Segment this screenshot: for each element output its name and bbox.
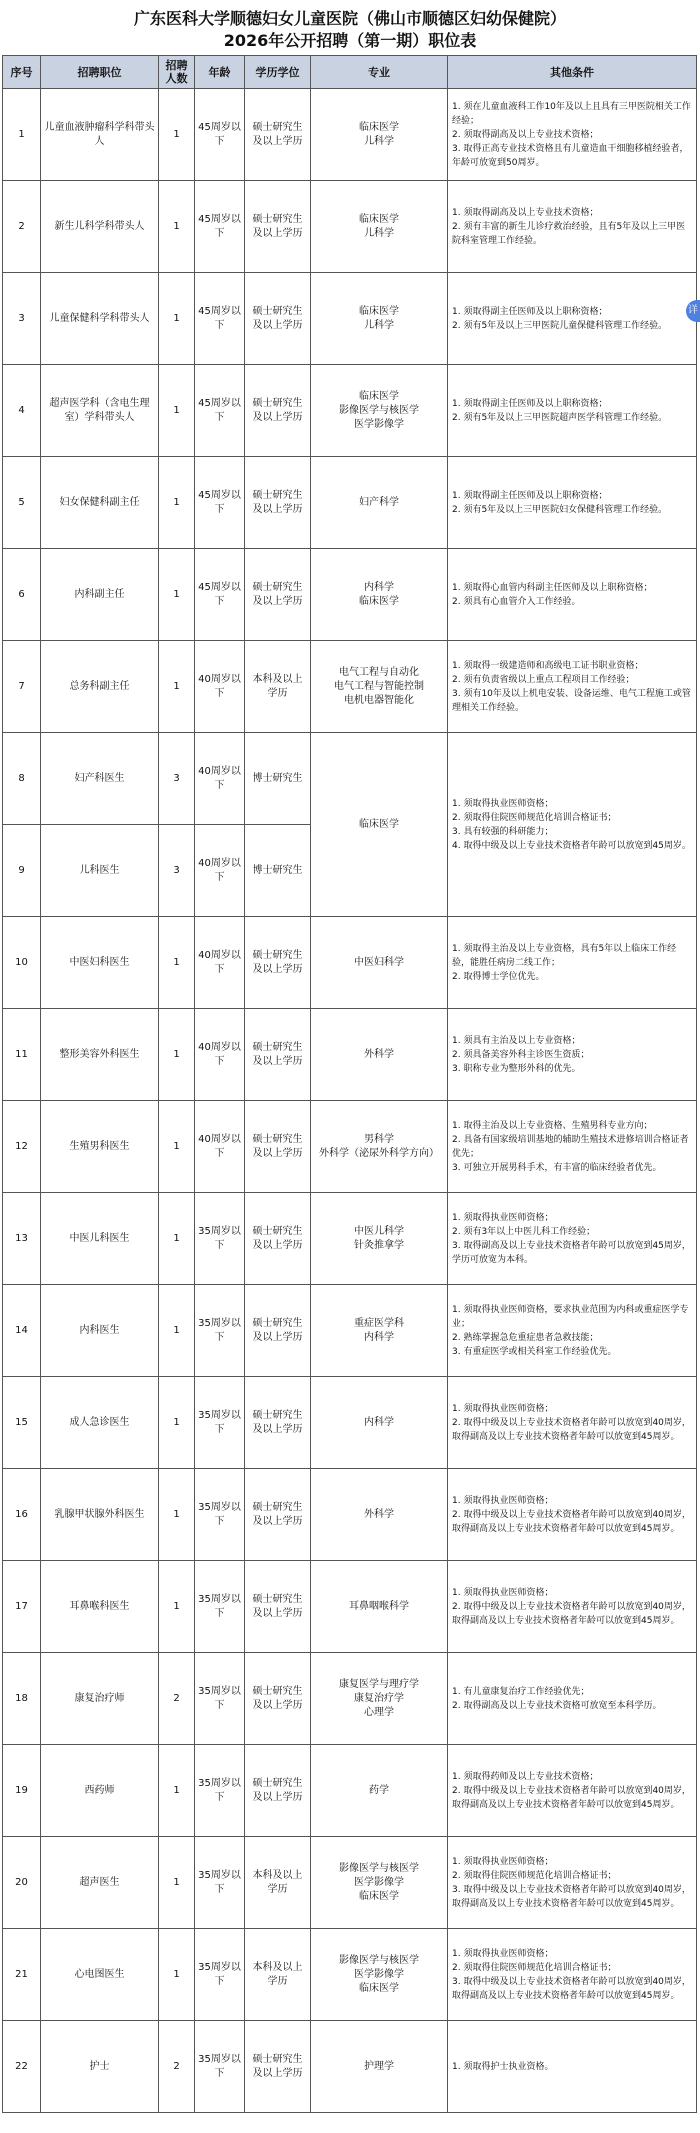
requirement-line: 1. 有儿童康复治疗工作经验优先； (452, 1686, 590, 1697)
major-line: 儿科学 (364, 227, 394, 239)
hiring-count: 1 (159, 89, 195, 181)
major-line: 心理学 (364, 1706, 394, 1718)
major-cell (311, 2021, 448, 2113)
requirement-line: 1. 须取得执业医师资格，要求执业范围为内科或重症医学专业； (452, 1304, 689, 1329)
position-name: 康复治疗师 (41, 1653, 159, 1745)
major-line: 内科学 (364, 1416, 394, 1428)
hiring-count: 3 (159, 825, 195, 917)
requirement-line: 3. 取得中级及以上专业技术资格者年龄可以放宽到40周岁，取得副高及以上专业技术资格者年龄可以放宽到45周岁。 (452, 1884, 691, 1909)
table-row (3, 1469, 697, 1561)
requirement-line: 2. 取得中级及以上专业技术资格者年龄可以放宽到40周岁，取得副高及以上专业技术资格者年龄可以放宽到45周岁。 (452, 1601, 691, 1626)
requirement-line: 2. 具备有国家级培训基地的辅助生殖技术进修培训合格证者优先； (452, 1134, 689, 1159)
major-cell (311, 1193, 448, 1285)
row-number: 14 (3, 1285, 41, 1377)
table-row (3, 549, 697, 641)
requirements-cell (448, 1101, 697, 1193)
major-line: 临床医学 (359, 305, 399, 317)
requirement-line: 1. 须取得护士执业资格。 (452, 2061, 554, 2072)
major-cell (311, 549, 448, 641)
major-cell (311, 1745, 448, 1837)
age-limit: 45周岁以下 (195, 365, 245, 457)
requirement-line: 1. 须取得执业医师资格； (452, 1856, 554, 1867)
age-limit: 45周岁以下 (195, 549, 245, 641)
table-row (3, 733, 697, 825)
position-name: 总务科副主任 (41, 641, 159, 733)
page-title (0, 8, 700, 52)
education-requirement: 硕士研究生及以上学历 (245, 917, 311, 1009)
row-number: 9 (3, 825, 41, 917)
major-line: 康复治疗学 (354, 1692, 404, 1704)
age-limit: 35周岁以下 (195, 1561, 245, 1653)
requirement-line: 1. 须取得执业医师资格； (452, 1948, 554, 1959)
requirement-line: 1. 取得主治及以上专业资格、生殖男科专业方向； (452, 1120, 653, 1131)
education-requirement: 硕士研究生及以上学历 (245, 1009, 311, 1101)
requirements-cell (448, 1653, 697, 1745)
hiring-count: 1 (159, 1377, 195, 1469)
hiring-count: 1 (159, 1285, 195, 1377)
hiring-count: 1 (159, 1837, 195, 1929)
requirement-line: 2. 取得中级及以上专业技术资格者年龄可以放宽到40周岁，取得副高及以上专业技术资格者年龄可以放宽到45周岁。 (452, 1417, 691, 1442)
position-name: 内科副主任 (41, 549, 159, 641)
requirements-cell (448, 457, 697, 549)
title-line-2: 2026年公开招聘（第一期）职位表 (223, 31, 477, 50)
major-cell (311, 1101, 448, 1193)
major-line: 内科学 (364, 1331, 394, 1343)
row-number: 20 (3, 1837, 41, 1929)
requirements-cell (448, 1929, 697, 2021)
requirement-line: 3. 具有较强的科研能力； (452, 826, 554, 837)
major-line: 外科学 (364, 1048, 394, 1060)
education-requirement: 硕士研究生及以上学历 (245, 1561, 311, 1653)
position-name: 妇女保健科副主任 (41, 457, 159, 549)
requirement-line: 1. 须取得副高及以上专业技术资格； (452, 207, 599, 218)
major-line: 中医儿科学 (354, 1225, 404, 1237)
position-name: 心电图医生 (41, 1929, 159, 2021)
row-number: 13 (3, 1193, 41, 1285)
table-row (3, 1009, 697, 1101)
hiring-count: 1 (159, 1561, 195, 1653)
row-number: 18 (3, 1653, 41, 1745)
table-row (3, 1837, 697, 1929)
education-requirement: 硕士研究生及以上学历 (245, 273, 311, 365)
requirements-cell (448, 273, 697, 365)
education-requirement: 硕士研究生及以上学历 (245, 1377, 311, 1469)
hiring-count: 1 (159, 917, 195, 1009)
requirements-cell (448, 917, 697, 1009)
age-limit: 45周岁以下 (195, 181, 245, 273)
requirements-cell (448, 549, 697, 641)
major-line: 医学影像学 (354, 1968, 404, 1980)
hiring-count: 2 (159, 2021, 195, 2113)
age-limit: 40周岁以下 (195, 641, 245, 733)
major-cell (311, 1561, 448, 1653)
education-requirement: 硕士研究生及以上学历 (245, 365, 311, 457)
major-line: 儿科学 (364, 135, 394, 147)
table-row (3, 1653, 697, 1745)
side-detail-button[interactable]: 详 (686, 300, 700, 322)
table-row (3, 1377, 697, 1469)
requirements-cell (448, 1745, 697, 1837)
major-line: 医学影像学 (354, 1876, 404, 1888)
requirements-cell (448, 365, 697, 457)
major-line: 中医妇科学 (354, 956, 404, 968)
header-requirements: 其他条件 (448, 56, 697, 89)
hiring-count: 1 (159, 1193, 195, 1285)
major-line: 影像医学与核医学 (339, 404, 419, 416)
table-row (3, 89, 697, 181)
requirement-line: 1. 须取得执业医师资格； (452, 1403, 554, 1414)
row-number: 3 (3, 273, 41, 365)
row-number: 16 (3, 1469, 41, 1561)
major-cell (311, 1469, 448, 1561)
education-requirement: 博士研究生 (245, 825, 311, 917)
major-cell (311, 733, 448, 917)
hiring-count: 1 (159, 457, 195, 549)
position-name: 妇产科医生 (41, 733, 159, 825)
position-name: 乳腺甲状腺外科医生 (41, 1469, 159, 1561)
requirements-cell (448, 641, 697, 733)
age-limit: 40周岁以下 (195, 825, 245, 917)
major-line: 影像医学与核医学 (339, 1862, 419, 1874)
row-number: 11 (3, 1009, 41, 1101)
header-count: 招聘人数 (159, 56, 195, 89)
age-limit: 35周岁以下 (195, 1285, 245, 1377)
requirement-line: 3. 须有10年及以上机电安装、设备运维、电气工程施工或管理相关工作经验。 (452, 688, 691, 713)
row-number: 12 (3, 1101, 41, 1193)
requirements-cell (448, 1377, 697, 1469)
position-name: 儿童血液肿瘤科学科带头人 (41, 89, 159, 181)
table-row (3, 181, 697, 273)
positions-table (2, 55, 697, 2113)
major-cell (311, 641, 448, 733)
age-limit: 45周岁以下 (195, 457, 245, 549)
requirement-line: 2. 须有负责省级以上重点工程项目工作经验； (452, 674, 635, 685)
requirement-line: 1. 须取得副主任医师及以上职称资格； (452, 490, 608, 501)
row-number: 5 (3, 457, 41, 549)
row-number: 10 (3, 917, 41, 1009)
age-limit: 40周岁以下 (195, 1009, 245, 1101)
position-name: 成人急诊医生 (41, 1377, 159, 1469)
requirement-line: 2. 须取得副高及以上专业技术资格； (452, 129, 599, 140)
requirement-line: 3. 职称专业为整形外科的优先。 (452, 1063, 581, 1074)
age-limit: 35周岁以下 (195, 1837, 245, 1929)
row-number: 7 (3, 641, 41, 733)
requirements-cell (448, 1561, 697, 1653)
education-requirement: 硕士研究生及以上学历 (245, 1745, 311, 1837)
requirement-line: 2. 须取得住院医师规范化培训合格证书； (452, 812, 617, 823)
row-number: 17 (3, 1561, 41, 1653)
row-number: 19 (3, 1745, 41, 1837)
table-row (3, 457, 697, 549)
position-name: 生殖男科医生 (41, 1101, 159, 1193)
major-cell (311, 89, 448, 181)
position-name: 超声医学科（含电生理室）学科带头人 (41, 365, 159, 457)
requirement-line: 2. 须具备美容外科主诊医生资质； (452, 1049, 590, 1060)
requirements-cell (448, 1285, 697, 1377)
requirement-line: 1. 须具有主治及以上专业资格； (452, 1035, 581, 1046)
requirements-cell (448, 733, 697, 917)
major-line: 临床医学 (359, 1890, 399, 1902)
requirements-cell (448, 1193, 697, 1285)
requirement-line: 1. 须取得药师及以上专业技术资格； (452, 1771, 599, 1782)
age-limit: 35周岁以下 (195, 1469, 245, 1561)
requirement-line: 3. 取得正高专业技术资格且有儿童造血干细胞移植经验者，年龄可放宽到50周岁。 (452, 143, 689, 168)
table-row (3, 1193, 697, 1285)
requirements-cell (448, 181, 697, 273)
hiring-count: 1 (159, 1929, 195, 2021)
education-requirement: 本科及以上学历 (245, 1837, 311, 1929)
title-line-1: 广东医科大学顺德妇女儿童医院（佛山市顺德区妇幼保健院） (133, 9, 566, 28)
major-cell (311, 1837, 448, 1929)
education-requirement: 硕士研究生及以上学历 (245, 2021, 311, 2113)
major-line: 医学影像学 (354, 418, 404, 430)
table-row (3, 273, 697, 365)
position-name: 中医儿科医生 (41, 1193, 159, 1285)
requirements-cell (448, 1837, 697, 1929)
education-requirement: 硕士研究生及以上学历 (245, 1101, 311, 1193)
major-line: 外科学 (364, 1508, 394, 1520)
table-row (3, 365, 697, 457)
hiring-count: 2 (159, 1653, 195, 1745)
requirement-line: 2. 取得中级及以上专业技术资格者年龄可以放宽到40周岁，取得副高及以上专业技术资格者年龄可以放宽到45周岁。 (452, 1509, 691, 1534)
major-line: 儿科学 (364, 319, 394, 331)
major-line: 临床医学 (359, 390, 399, 402)
education-requirement: 硕士研究生及以上学历 (245, 1653, 311, 1745)
requirements-cell (448, 1009, 697, 1101)
requirement-line: 2. 须具有心血管介入工作经验。 (452, 596, 581, 607)
requirement-line: 2. 须有5年及以上三甲医院超声医学科管理工作经验。 (452, 412, 668, 423)
major-line: 电气工程与智能控制 (334, 680, 424, 692)
position-name: 护士 (41, 2021, 159, 2113)
hiring-count: 1 (159, 1101, 195, 1193)
age-limit: 40周岁以下 (195, 733, 245, 825)
requirement-line: 1. 须取得执业医师资格； (452, 1212, 554, 1223)
table-row (3, 917, 697, 1009)
major-line: 临床医学 (359, 595, 399, 607)
table-row (3, 1561, 697, 1653)
position-name: 内科医生 (41, 1285, 159, 1377)
education-requirement: 硕士研究生及以上学历 (245, 181, 311, 273)
education-requirement: 本科及以上学历 (245, 1929, 311, 2021)
table-row (3, 1101, 697, 1193)
requirement-line: 3. 取得副高及以上专业技术资格者年龄可以放宽到45周岁，学历可放宽为本科。 (452, 1240, 691, 1265)
position-name: 新生儿科学科带头人 (41, 181, 159, 273)
hiring-count: 3 (159, 733, 195, 825)
education-requirement: 硕士研究生及以上学历 (245, 549, 311, 641)
table-row (3, 1929, 697, 2021)
row-number: 22 (3, 2021, 41, 2113)
row-number: 1 (3, 89, 41, 181)
major-line: 临床医学 (359, 818, 399, 830)
table-header-row (3, 56, 697, 89)
requirement-line: 3. 取得中级及以上专业技术资格者年龄可以放宽到40周岁，取得副高及以上专业技术资格者年龄可以放宽到45周岁。 (452, 1976, 691, 2001)
row-number: 2 (3, 181, 41, 273)
header-edu: 学历学位 (245, 56, 311, 89)
age-limit: 45周岁以下 (195, 89, 245, 181)
requirement-line: 1. 须取得副主任医师及以上职称资格； (452, 398, 608, 409)
row-number: 4 (3, 365, 41, 457)
major-line: 妇产科学 (359, 496, 399, 508)
education-requirement: 硕士研究生及以上学历 (245, 1469, 311, 1561)
position-name: 整形美容外科医生 (41, 1009, 159, 1101)
requirement-line: 1. 须取得心血管内科副主任医师及以上职称资格； (452, 582, 653, 593)
requirement-line: 2. 熟练掌握急危重症患者急救技能； (452, 1332, 599, 1343)
requirements-cell (448, 89, 697, 181)
requirement-line: 2. 取得博士学位优先。 (452, 971, 545, 982)
major-line: 男科学 (364, 1133, 394, 1145)
requirements-cell (448, 2021, 697, 2113)
major-cell (311, 1377, 448, 1469)
requirement-line: 1. 须取得执业医师资格； (452, 1495, 554, 1506)
hiring-count: 1 (159, 641, 195, 733)
major-cell (311, 273, 448, 365)
major-line: 护理学 (364, 2060, 394, 2072)
major-line: 临床医学 (359, 121, 399, 133)
major-cell (311, 457, 448, 549)
header-position: 招聘职位 (41, 56, 159, 89)
requirement-line: 1. 须在儿童血液科工作10年及以上且具有三甲医院相关工作经验； (452, 101, 691, 126)
requirement-line: 2. 须有5年及以上三甲医院儿童保健科管理工作经验。 (452, 320, 668, 331)
position-name: 超声医生 (41, 1837, 159, 1929)
requirement-line: 3. 可独立开展男科手术，有丰富的临床经验者优先。 (452, 1162, 662, 1173)
major-cell (311, 1653, 448, 1745)
header-no: 序号 (3, 56, 41, 89)
requirement-line: 2. 取得副高及以上专业技术资格可放宽至本科学历。 (452, 1700, 662, 1711)
row-number: 15 (3, 1377, 41, 1469)
major-line: 内科学 (364, 581, 394, 593)
table-row (3, 641, 697, 733)
major-cell (311, 1009, 448, 1101)
major-line: 耳鼻咽喉科学 (349, 1600, 409, 1612)
hiring-count: 1 (159, 1009, 195, 1101)
requirement-line: 1. 须取得主治及以上专业资格，具有5年以上临床工作经验，能胜任病房二线工作； (452, 943, 677, 968)
major-line: 药学 (369, 1784, 389, 1796)
age-limit: 40周岁以下 (195, 917, 245, 1009)
position-name: 西药师 (41, 1745, 159, 1837)
major-cell (311, 917, 448, 1009)
requirement-line: 1. 须取得一级建造师和高级电工证书职业资格； (452, 660, 644, 671)
education-requirement: 本科及以上学历 (245, 641, 311, 733)
requirement-line: 2. 须有丰富的新生儿诊疗救治经验，且有5年及以上三甲医院科室管理工作经验。 (452, 221, 686, 246)
major-line: 电机电器智能化 (344, 694, 414, 706)
major-cell (311, 365, 448, 457)
major-line: 康复医学与理疗学 (339, 1678, 419, 1690)
hiring-count: 1 (159, 181, 195, 273)
hiring-count: 1 (159, 365, 195, 457)
major-line: 电气工程与自动化 (339, 666, 419, 678)
education-requirement: 硕士研究生及以上学历 (245, 1285, 311, 1377)
education-requirement: 硕士研究生及以上学历 (245, 89, 311, 181)
hiring-count: 1 (159, 1469, 195, 1561)
position-name: 儿科医生 (41, 825, 159, 917)
major-line: 临床医学 (359, 1982, 399, 1994)
requirement-line: 1. 须取得副主任医师及以上职称资格； (452, 306, 608, 317)
position-name: 儿童保健科学科带头人 (41, 273, 159, 365)
major-cell (311, 1285, 448, 1377)
requirement-line: 2. 须取得住院医师规范化培训合格证书； (452, 1962, 617, 1973)
age-limit: 35周岁以下 (195, 1745, 245, 1837)
position-name: 耳鼻喉科医生 (41, 1561, 159, 1653)
age-limit: 45周岁以下 (195, 273, 245, 365)
age-limit: 35周岁以下 (195, 1377, 245, 1469)
education-requirement: 硕士研究生及以上学历 (245, 457, 311, 549)
education-requirement: 硕士研究生及以上学历 (245, 1193, 311, 1285)
major-line: 外科学（泌尿外科学方向） (319, 1147, 439, 1159)
education-requirement: 博士研究生 (245, 733, 311, 825)
hiring-count: 1 (159, 549, 195, 641)
table-row (3, 2021, 697, 2113)
age-limit: 40周岁以下 (195, 1101, 245, 1193)
major-line: 临床医学 (359, 213, 399, 225)
table-row (3, 1745, 697, 1837)
requirement-line: 1. 须取得执业医师资格； (452, 1587, 554, 1598)
requirement-line: 2. 取得中级及以上专业技术资格者年龄可以放宽到40周岁，取得副高及以上专业技术资格者年龄可以放宽到45周岁。 (452, 1785, 691, 1810)
header-age: 年龄 (195, 56, 245, 89)
age-limit: 35周岁以下 (195, 1193, 245, 1285)
row-number: 8 (3, 733, 41, 825)
requirement-line: 3. 有重症医学或相关科室工作经验优先。 (452, 1346, 617, 1357)
major-line: 影像医学与核医学 (339, 1954, 419, 1966)
age-limit: 35周岁以下 (195, 2021, 245, 2113)
requirement-line: 1. 须取得执业医师资格； (452, 798, 554, 809)
hiring-count: 1 (159, 273, 195, 365)
major-cell (311, 1929, 448, 2021)
age-limit: 35周岁以下 (195, 1653, 245, 1745)
major-line: 针灸推拿学 (354, 1239, 404, 1251)
major-cell (311, 181, 448, 273)
requirement-line: 4. 取得中级及以上专业技术资格者年龄可以放宽到45周岁。 (452, 840, 691, 851)
age-limit: 35周岁以下 (195, 1929, 245, 2021)
requirement-line: 2. 须有5年及以上三甲医院妇女保健科管理工作经验。 (452, 504, 668, 515)
requirement-line: 2. 须取得住院医师规范化培训合格证书； (452, 1870, 617, 1881)
table-row (3, 1285, 697, 1377)
hiring-count: 1 (159, 1745, 195, 1837)
row-number: 6 (3, 549, 41, 641)
header-major: 专业 (311, 56, 448, 89)
requirements-cell (448, 1469, 697, 1561)
major-line: 重症医学科 (354, 1317, 404, 1329)
position-name: 中医妇科医生 (41, 917, 159, 1009)
requirement-line: 2. 须有3年以上中医儿科工作经验； (452, 1226, 596, 1237)
row-number: 21 (3, 1929, 41, 2021)
